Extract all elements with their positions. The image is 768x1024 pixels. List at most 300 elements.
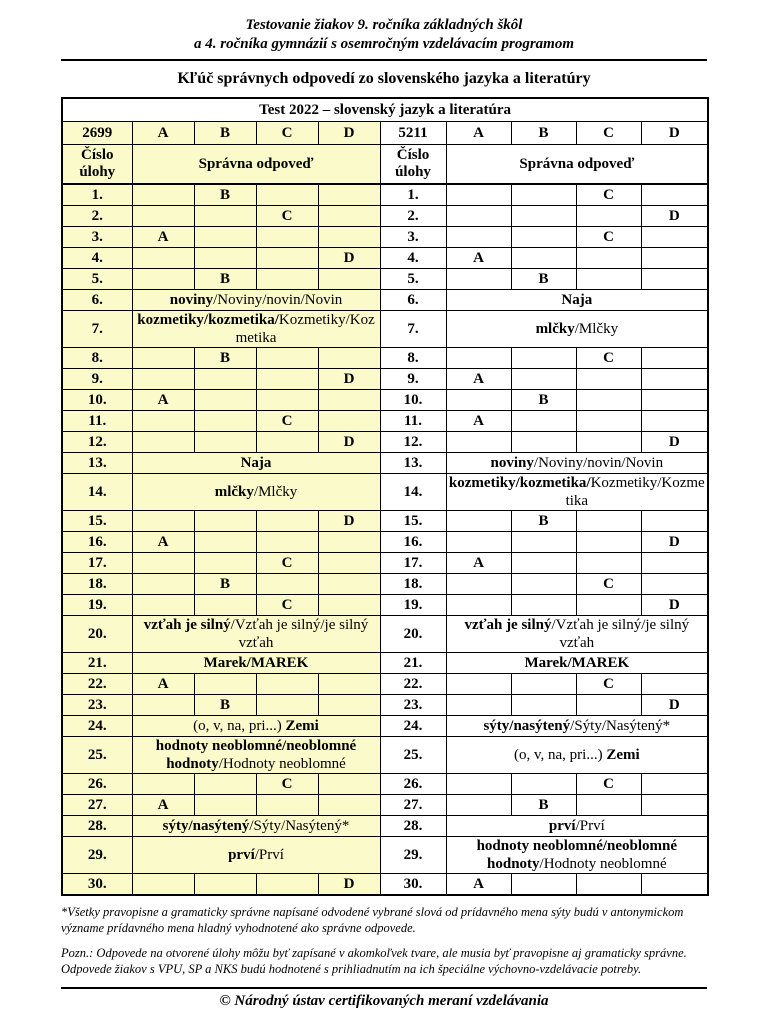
answer-cell-selected: A [132,674,194,695]
answer-cell-empty [132,411,194,432]
answer-cell-empty [256,348,318,369]
table-row [62,553,708,574]
table-row [62,716,708,737]
table-row [62,269,708,290]
column-header-b-left: B [194,122,256,145]
question-number: 8. [380,348,446,369]
question-number: 29. [62,837,132,874]
answer-cell-empty [256,874,318,896]
answer-cell-empty [318,595,380,616]
answer-cell-empty [511,227,576,248]
answer-text-alternatives: /Hodnoty neoblomné [218,756,346,772]
answer-cell-empty [256,574,318,595]
table-row [62,453,708,474]
question-number: 3. [380,227,446,248]
table-row [62,369,708,390]
answer-cell-empty [132,553,194,574]
question-number: 16. [380,532,446,553]
answer-cell-empty [194,206,256,227]
answer-cell-empty [511,532,576,553]
answer-cell-text [132,311,380,348]
answer-cell-selected: B [511,390,576,411]
answer-cell-empty [641,369,708,390]
answer-cell-text [446,474,708,511]
question-number: 20. [380,616,446,653]
page-subtitle: Kľúč správnych odpovedí zo slovenského jazyka a literatúry [177,70,591,87]
answer-cell-empty [446,774,511,795]
test-code-right: 5211 [380,122,446,145]
answer-cell-empty [511,248,576,269]
answer-cell-selected: D [318,874,380,896]
question-number: 20. [62,616,132,653]
table-row [62,532,708,553]
answer-cell-selected: D [318,511,380,532]
answer-cell-selected: C [576,674,641,695]
answer-cell-selected: D [641,595,708,616]
answer-cell-empty [576,248,641,269]
answer-cell-empty [511,553,576,574]
question-number: 10. [62,390,132,411]
answer-cell-selected: C [256,553,318,574]
question-number: 1. [380,184,446,206]
question-number: 13. [380,453,446,474]
table-row [62,184,708,206]
answer-text-alternatives: Kozmetiky/Kozmetika [565,475,705,509]
question-number: 11. [62,411,132,432]
answer-text-primary: kozmetiky/kozmetika/ [137,312,279,328]
answer-column-header-right: Správna odpoveď [446,145,708,185]
answer-cell-empty [194,774,256,795]
answer-cell-empty [511,184,576,206]
answer-text-alternatives: /Vzťah je silný/je silný vzťah [551,617,690,651]
answer-cell-selected: A [132,227,194,248]
answer-cell-selected: C [256,411,318,432]
answer-text-alternatives: /Sýty/Nasýtený* [570,718,671,734]
answer-cell-empty [641,227,708,248]
column-header-b-right: B [511,122,576,145]
column-header-c-right: C [576,122,641,145]
answer-cell-empty [446,595,511,616]
answer-text-primary: Naja [240,455,272,471]
footnotes [61,904,707,977]
answer-text-alternatives: Kozmetiky/Kozmetika [235,312,375,346]
answer-cell-empty [132,511,194,532]
answer-cell-empty [318,390,380,411]
answer-cell-selected: A [132,532,194,553]
answer-cell-text [132,716,380,737]
answer-cell-selected: B [194,574,256,595]
answer-cell-selected: B [194,184,256,206]
question-number: 2. [62,206,132,227]
answer-cell-empty [318,206,380,227]
answer-text-alternatives: (o, v, na, pri...) [513,747,607,763]
answer-cell-selected: B [511,511,576,532]
answer-cell-empty [446,432,511,453]
question-number: 17. [62,553,132,574]
answer-cell-empty [256,432,318,453]
answer-text-primary: kozmetiky/kozmetika/ [448,475,591,491]
question-number: 21. [380,653,446,674]
question-number: 19. [380,595,446,616]
question-number: 9. [62,369,132,390]
question-number: 21. [62,653,132,674]
answer-cell-empty [256,248,318,269]
answer-cell-empty [132,574,194,595]
answer-text-primary: mlčky [214,484,254,500]
question-number: 7. [380,311,446,348]
table-title-row [62,98,708,122]
question-number: 12. [380,432,446,453]
question-number: 5. [380,269,446,290]
answer-text-alternatives: /Mlčky [253,484,298,500]
answer-cell-text [132,737,380,774]
answer-cell-empty [641,248,708,269]
header-divider-rule [61,59,707,61]
answer-cell-empty [576,695,641,716]
answer-cell-selected: B [194,348,256,369]
question-number: 26. [380,774,446,795]
page-header [61,16,707,54]
answer-cell-selected: D [318,432,380,453]
answer-cell-empty [318,227,380,248]
answer-cell-empty [511,369,576,390]
number-column-header-right: Číslo úlohy [380,145,446,185]
table-row [62,737,708,774]
answer-cell-empty [576,390,641,411]
question-number: 18. [380,574,446,595]
table-row [62,695,708,716]
answer-cell-selected: A [446,248,511,269]
answer-text-primary: prví [228,847,255,863]
answer-text-primary: sýty/nasýtený [483,718,571,734]
table-row [62,411,708,432]
answer-cell-empty [194,411,256,432]
answer-cell-empty [318,553,380,574]
answer-cell-empty [641,574,708,595]
answer-cell-empty [511,774,576,795]
answer-cell-empty [318,695,380,716]
subheader-row [62,145,708,185]
answer-cell-empty [641,269,708,290]
column-header-c-left: C [256,122,318,145]
question-number: 30. [62,874,132,896]
answer-cell-empty [641,390,708,411]
answer-cell-empty [576,795,641,816]
question-number: 10. [380,390,446,411]
answer-text-primary: hodnoty neoblomné/neoblomné hodnoty [155,738,357,772]
answer-cell-empty [318,574,380,595]
answer-cell-text [446,616,708,653]
answer-text-primary: Naja [561,292,593,308]
table-row [62,227,708,248]
answer-cell-empty [256,695,318,716]
answer-cell-selected: C [256,595,318,616]
answer-cell-text [132,837,380,874]
answer-cell-empty [132,369,194,390]
answer-cell-empty [511,432,576,453]
answer-cell-text [132,816,380,837]
answer-cell-empty [256,269,318,290]
answer-cell-text [132,474,380,511]
question-number: 22. [62,674,132,695]
answer-cell-selected: A [446,874,511,896]
question-number: 27. [62,795,132,816]
answer-cell-selected: B [194,269,256,290]
answer-text-primary: noviny [490,455,534,471]
answer-cell-empty [194,390,256,411]
answer-cell-empty [511,411,576,432]
table-row [62,616,708,653]
answer-cell-text [446,816,708,837]
page [61,0,707,1010]
answer-cell-selected: C [576,184,641,206]
codes-header-row [62,122,708,145]
question-number: 15. [380,511,446,532]
table-row [62,248,708,269]
question-number: 28. [380,816,446,837]
table-row [62,653,708,674]
question-number: 4. [380,248,446,269]
question-number: 1. [62,184,132,206]
table-row [62,874,708,896]
question-number: 24. [62,716,132,737]
table-row [62,574,708,595]
answer-cell-empty [318,532,380,553]
header-line-1: Testovanie žiakov 9. ročníka základných škôl [245,17,523,33]
answer-cell-empty [194,227,256,248]
question-number: 3. [62,227,132,248]
number-column-header-left: Číslo úlohy [62,145,132,185]
answer-cell-selected: D [641,532,708,553]
question-number: 28. [62,816,132,837]
answer-cell-empty [641,511,708,532]
answer-cell-empty [576,206,641,227]
answer-cell-empty [511,348,576,369]
question-number: 2. [380,206,446,227]
column-header-d-left: D [318,122,380,145]
question-number: 4. [62,248,132,269]
answer-cell-empty [132,184,194,206]
table-row [62,837,708,874]
question-number: 16. [62,532,132,553]
answer-text-alternatives: /Prví [575,818,605,834]
table-row [62,311,708,348]
answer-cell-empty [446,206,511,227]
answer-cell-selected: C [256,774,318,795]
answer-cell-empty [576,369,641,390]
answer-text-alternatives: /Hodnoty neoblomné [539,856,667,872]
question-number: 18. [62,574,132,595]
answer-cell-empty [446,574,511,595]
column-header-d-right: D [641,122,708,145]
answer-cell-empty [576,511,641,532]
answer-cell-empty [194,532,256,553]
answer-text-alternatives: /Noviny/novin/Novin [533,455,664,471]
question-number: 14. [380,474,446,511]
answer-cell-text [446,453,708,474]
answer-text-alternatives: /Vzťah je silný/je silný vzťah [230,617,369,651]
table-row [62,795,708,816]
answer-text-alternatives: (o, v, na, pri...) [193,718,286,734]
table-row [62,474,708,511]
answer-column-header-left: Správna odpoveď [132,145,380,185]
answer-cell-selected: B [194,695,256,716]
answer-cell-empty [576,411,641,432]
answer-cell-empty [132,269,194,290]
answer-cell-text [446,311,708,348]
column-header-a-left: A [132,122,194,145]
answer-cell-selected: C [576,348,641,369]
answer-text-primary: hodnoty neoblomné/neoblomné hodnoty [476,838,678,872]
table-row [62,390,708,411]
answer-cell-text [132,290,380,311]
answer-cell-empty [641,774,708,795]
answer-cell-empty [194,795,256,816]
answer-cell-text [446,290,708,311]
answer-cell-empty [641,795,708,816]
answer-cell-text [446,837,708,874]
answer-cell-selected: C [576,574,641,595]
answer-cell-empty [446,695,511,716]
answer-cell-text [446,653,708,674]
answer-cell-empty [194,595,256,616]
answer-table-body [62,98,708,895]
question-number: 30. [380,874,446,896]
answer-cell-empty [511,574,576,595]
answer-cell-empty [318,348,380,369]
answer-text-primary: noviny [169,292,214,308]
answer-cell-selected: C [576,774,641,795]
question-number: 6. [62,290,132,311]
answer-cell-empty [641,553,708,574]
answer-text-alternatives: /Sýty/Nasýtený* [249,818,350,834]
answer-cell-selected: D [641,432,708,453]
answer-cell-empty [446,511,511,532]
answer-text-alternatives: /Noviny/novin/Novin [213,292,343,308]
question-number: 7. [62,311,132,348]
answer-cell-selected: A [446,411,511,432]
answer-cell-empty [318,795,380,816]
answer-cell-empty [256,511,318,532]
answer-cell-empty [446,269,511,290]
question-number: 25. [62,737,132,774]
answer-cell-empty [446,532,511,553]
column-header-a-right: A [446,122,511,145]
answer-cell-empty [256,532,318,553]
answer-cell-empty [132,774,194,795]
answer-cell-empty [446,227,511,248]
answer-cell-empty [318,269,380,290]
answer-cell-empty [576,553,641,574]
answer-cell-empty [194,874,256,896]
question-number: 12. [62,432,132,453]
answer-cell-empty [256,369,318,390]
question-number: 23. [62,695,132,716]
answer-text-primary: vzťah je silný [143,617,231,633]
answer-cell-selected: A [132,390,194,411]
answer-cell-empty [194,511,256,532]
answer-cell-selected: A [446,553,511,574]
copyright-note: © Národný ústav certifikovaných meraní vzdelávania [219,993,549,1009]
answer-cell-empty [641,184,708,206]
answer-cell-empty [256,390,318,411]
question-number: 15. [62,511,132,532]
question-number: 14. [62,474,132,511]
question-number: 25. [380,737,446,774]
answer-cell-empty [511,595,576,616]
table-title: Test 2022 – slovenský jazyk a literatúra [62,98,708,122]
answer-cell-selected: C [256,206,318,227]
answer-cell-empty [641,674,708,695]
answer-cell-selected: D [641,695,708,716]
answer-cell-empty [318,184,380,206]
answer-text-primary: Marek/MAREK [524,655,630,671]
answer-cell-selected: C [576,227,641,248]
answer-cell-empty [446,348,511,369]
question-number: 8. [62,348,132,369]
answer-text-primary: Marek/MAREK [203,655,309,671]
question-number: 17. [380,553,446,574]
header-line-2: a 4. ročníka gymnázií s osemročným vzdelávacím programom [194,36,574,52]
answer-text-primary: sýty/nasýtený [162,818,250,834]
answer-cell-empty [641,348,708,369]
answer-cell-text [132,653,380,674]
answer-cell-selected: D [641,206,708,227]
question-number: 5. [62,269,132,290]
answer-cell-text [132,616,380,653]
answer-cell-empty [194,674,256,695]
question-number: 27. [380,795,446,816]
footer-divider-rule [61,987,707,989]
answer-cell-empty [256,795,318,816]
answer-text-primary: prví [548,818,576,834]
answer-cell-text [446,716,708,737]
question-number: 19. [62,595,132,616]
table-row [62,348,708,369]
answer-cell-empty [641,411,708,432]
question-number: 26. [62,774,132,795]
answer-text-primary: Zemi [285,718,319,734]
table-row [62,206,708,227]
answer-cell-empty [132,432,194,453]
answer-cell-text [446,737,708,774]
answer-cell-empty [446,674,511,695]
question-number: 22. [380,674,446,695]
answer-text-alternatives: /Mlčky [574,321,619,337]
answer-text-primary: mlčky [535,321,575,337]
answer-cell-selected: A [132,795,194,816]
answer-cell-empty [132,248,194,269]
answer-cell-empty [256,184,318,206]
answer-cell-empty [132,206,194,227]
question-number: 23. [380,695,446,716]
answer-cell-empty [511,874,576,896]
answer-cell-empty [511,674,576,695]
table-row [62,290,708,311]
answer-cell-selected: B [511,795,576,816]
answer-cell-selected: A [446,369,511,390]
answer-cell-empty [132,348,194,369]
answer-cell-empty [132,695,194,716]
table-row [62,595,708,616]
footnote-1: *Všetky pravopisne a gramaticky správne napísané odvodené vybrané slová od prídavného mena sýty budú v antonymickom význame prídavného mena hladný vyhodnotené ako správne odpovede. [61,905,684,935]
table-row [62,816,708,837]
answer-cell-empty [576,269,641,290]
answer-cell-empty [318,674,380,695]
answer-text-alternatives: /Prví [254,847,284,863]
answer-cell-text [132,453,380,474]
answer-text-primary: Zemi [606,747,640,763]
